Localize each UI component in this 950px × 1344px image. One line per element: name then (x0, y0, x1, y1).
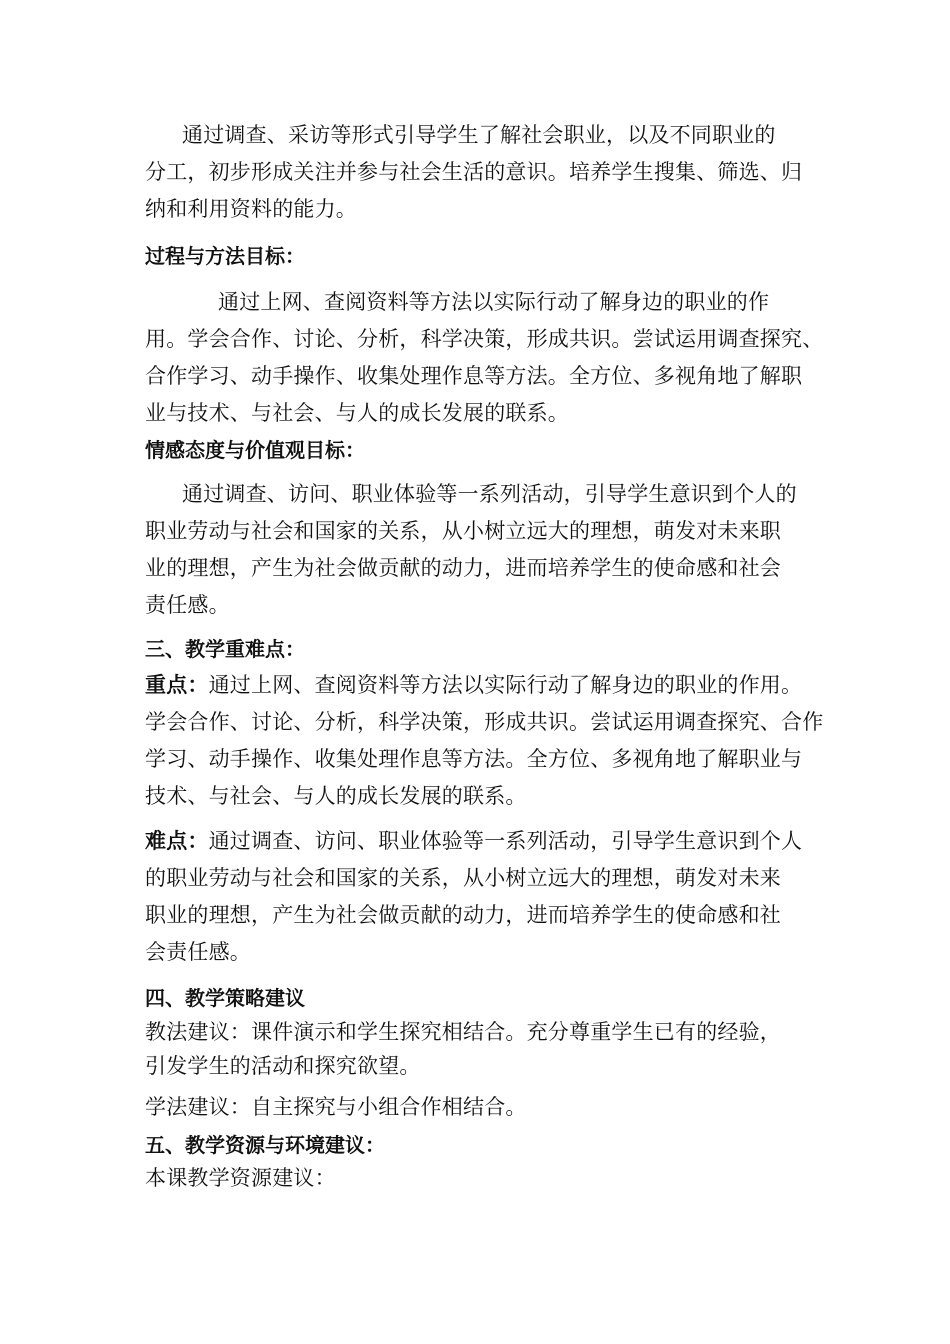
paragraph-line: 引发学生的活动和探究欲望。 (145, 1054, 421, 1078)
section4-heading: 四、教学策略建议 (145, 986, 305, 1010)
paragraph-line: 通过上网、查阅资料等方法以实际行动了解身边的职业的作 (218, 290, 770, 314)
emotion-goal-heading: 情感态度与价值观目标： (145, 438, 365, 462)
section3-heading: 三、教学重难点： (145, 637, 305, 661)
difficult-point-line (145, 828, 802, 854)
paragraph-line: 业的理想，产生为社会做贡献的动力，进而培养学生的使命感和社会 (145, 556, 781, 580)
paragraph-line: 合作学习、动手操作、收集处理作息等方法。全方位、多视角地了解职 (145, 364, 803, 388)
paragraph-line: 业与技术、与社会、与人的成长发展的联系。 (145, 401, 569, 425)
paragraph-line: 学习、动手操作、收集处理作息等方法。全方位、多视角地了解职业与 (145, 747, 803, 771)
paragraph-line: 职业的理想，产生为社会做贡献的动力，进而培养学生的使命感和社 (145, 903, 781, 927)
paragraph-line: 用。学会合作、讨论、分析，科学决策，形成共识。尝试运用调查探究、 (145, 327, 824, 351)
paragraph-line: 会责任感。 (145, 940, 251, 964)
process-goal-heading: 过程与方法目标： (145, 244, 305, 268)
key-point-text: 通过上网、查阅资料等方法以实际行动了解身边的职业的作用。 (208, 673, 803, 697)
paragraph-line: 的职业劳动与社会和国家的关系，从小树立远大的理想，萌发对未来 (145, 866, 781, 890)
paragraph-line: 教法建议：课件演示和学生探究相结合。充分尊重学生已有的经验， (145, 1020, 781, 1044)
paragraph-line: 职业劳动与社会和国家的关系，从小树立远大的理想，萌发对未来职 (145, 519, 781, 543)
paragraph-line: 学法建议：自主探究与小组合作相结合。 (145, 1095, 527, 1119)
difficult-point-text: 通过调查、访问、职业体验等一系列活动，引导学生意识到个人 (208, 829, 803, 853)
difficult-point-label: 难点： (145, 829, 209, 853)
paragraph-line: 技术、与社会、与人的成长发展的联系。 (145, 784, 527, 808)
paragraph-line: 责任感。 (145, 593, 230, 617)
paragraph-line: 学会合作、讨论、分析，科学决策，形成共识。尝试运用调查探究、合作 (145, 710, 824, 734)
section5-heading: 五、教学资源与环境建议： (145, 1133, 385, 1157)
key-point-line (145, 672, 802, 698)
paragraph-line: 本课教学资源建议： (145, 1166, 336, 1190)
paragraph-line: 纳和利用资料的能力。 (145, 197, 357, 221)
paragraph-line: 分工，初步形成关注并参与社会生活的意识。培养学生搜集、筛选、归 (145, 160, 803, 184)
paragraph-line: 通过调查、采访等形式引导学生了解社会职业，以及不同职业的 (182, 123, 776, 147)
paragraph-line: 通过调查、访问、职业体验等一系列活动，引导学生意识到个人的 (182, 482, 797, 506)
key-point-label: 重点： (145, 673, 209, 697)
